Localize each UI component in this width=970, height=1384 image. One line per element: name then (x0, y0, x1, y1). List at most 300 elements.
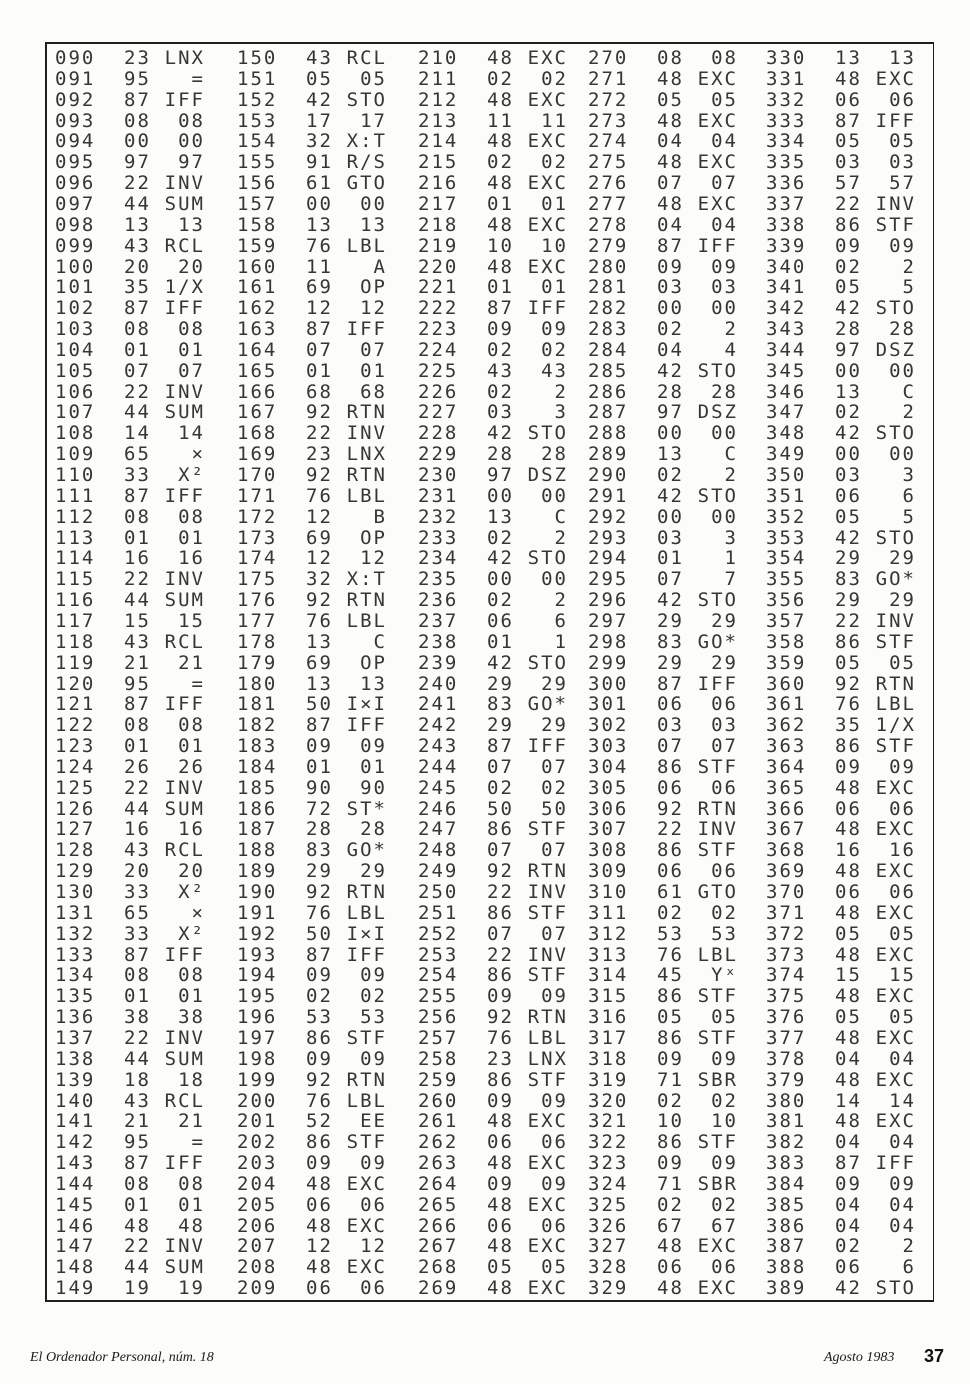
listing-row (237, 111, 397, 132)
program-step: 132 (55, 922, 96, 945)
program-code: 69 (306, 526, 333, 549)
program-step: 374 (766, 964, 807, 987)
program-code: 76 (306, 901, 333, 924)
program-step: 149 (55, 1277, 96, 1300)
program-code: 09 (306, 735, 333, 758)
program-code: 02 (835, 401, 862, 424)
program-step: 173 (237, 526, 278, 549)
program-mnemonic: INV (164, 380, 205, 403)
listing-row (237, 861, 397, 882)
program-mnemonic: LBL (697, 943, 738, 966)
program-mnemonic: 04 (889, 1214, 916, 1237)
listing-row (766, 924, 926, 945)
program-mnemonic: RCL (164, 1089, 205, 1112)
program-step: 165 (237, 359, 278, 382)
program-code: 02 (487, 151, 514, 174)
program-mnemonic: 5 (902, 505, 916, 528)
program-code: 87 (124, 484, 151, 507)
program-mnemonic: 09 (541, 1172, 568, 1195)
program-mnemonic: LNX (346, 443, 387, 466)
program-step: 321 (588, 1110, 629, 1133)
program-step: 231 (418, 484, 459, 507)
program-step: 387 (766, 1235, 807, 1258)
program-mnemonic: LBL (346, 1089, 387, 1112)
program-step: 182 (237, 714, 278, 737)
program-mnemonic: IFF (875, 109, 916, 132)
listing-row (55, 694, 215, 715)
listing-row (766, 1132, 926, 1153)
program-step: 120 (55, 672, 96, 695)
listing-row (766, 361, 926, 382)
program-step: 263 (418, 1152, 459, 1175)
listing-row (418, 924, 578, 945)
program-code: 02 (487, 380, 514, 403)
listing-row (237, 1278, 397, 1299)
program-step: 183 (237, 735, 278, 758)
program-step: 366 (766, 797, 807, 820)
program-mnemonic: 01 (360, 755, 387, 778)
program-step: 372 (766, 922, 807, 945)
listing-row (418, 778, 578, 799)
program-code: 01 (124, 1193, 151, 1216)
program-code: 04 (657, 130, 684, 153)
program-step: 347 (766, 401, 807, 424)
program-mnemonic: 09 (360, 1047, 387, 1070)
program-mnemonic: Yˣ (711, 964, 738, 987)
listing-row (766, 1216, 926, 1237)
program-code: 43 (306, 47, 333, 69)
program-step: 190 (237, 881, 278, 903)
program-step: 241 (418, 693, 459, 716)
listing-row (237, 778, 397, 799)
program-mnemonic: STF (346, 1026, 387, 1049)
listing-row (418, 882, 578, 903)
listing-row (237, 257, 397, 278)
program-code: 44 (124, 589, 151, 612)
program-step: 265 (418, 1193, 459, 1216)
program-code: 92 (657, 797, 684, 820)
program-step: 260 (418, 1089, 459, 1112)
program-mnemonic: GO* (697, 630, 738, 653)
program-step: 243 (418, 735, 459, 758)
program-code: 76 (306, 484, 333, 507)
listing-row (588, 298, 748, 319)
program-code: 00 (835, 359, 862, 382)
listing-row (55, 548, 215, 569)
program-code: 02 (487, 776, 514, 799)
listing-row (766, 173, 926, 194)
program-code: 13 (487, 505, 514, 528)
program-mnemonic: EXC (346, 1214, 387, 1237)
listing-row (588, 945, 748, 966)
program-mnemonic: INV (697, 818, 738, 841)
program-mnemonic: 08 (178, 964, 205, 987)
program-mnemonic: 06 (889, 797, 916, 820)
program-step: 284 (588, 338, 629, 361)
listing-row (237, 277, 397, 298)
program-step: 160 (237, 255, 278, 278)
program-code: 09 (835, 234, 862, 257)
program-mnemonic: 1/X (164, 276, 205, 299)
listing-row (418, 423, 578, 444)
listing-row (588, 194, 748, 215)
program-mnemonic: 57 (889, 172, 916, 195)
listing-row (418, 215, 578, 236)
program-mnemonic: 05 (889, 922, 916, 945)
listing-row (766, 632, 926, 653)
program-step: 235 (418, 568, 459, 591)
program-step: 292 (588, 505, 629, 528)
program-code: 87 (487, 297, 514, 320)
listing-row (237, 319, 397, 340)
program-mnemonic: 02 (711, 1193, 738, 1216)
program-code: 09 (306, 1047, 333, 1070)
program-mnemonic: 00 (178, 130, 205, 153)
listing-row (237, 1257, 397, 1278)
listing-row (55, 674, 215, 695)
program-code: 48 (835, 985, 862, 1008)
program-mnemonic: X:T (346, 568, 387, 591)
program-mnemonic: 12 (360, 1235, 387, 1258)
program-code: 91 (306, 151, 333, 174)
program-step: 181 (237, 693, 278, 716)
listing-row (766, 903, 926, 924)
listing-row (237, 986, 397, 1007)
program-step: 298 (588, 630, 629, 653)
program-mnemonic: 48 (178, 1214, 205, 1237)
program-step: 276 (588, 172, 629, 195)
program-mnemonic: 07 (711, 172, 738, 195)
program-step: 336 (766, 172, 807, 195)
listing-row (588, 611, 748, 632)
program-mnemonic: C (554, 505, 568, 528)
program-step: 361 (766, 693, 807, 716)
listing-row (237, 486, 397, 507)
program-mnemonic: 05 (711, 1006, 738, 1029)
program-code: 18 (124, 1068, 151, 1091)
listing-row (588, 277, 748, 298)
listing-row (588, 1111, 748, 1132)
program-code: 48 (487, 1110, 514, 1133)
program-mnemonic: LNX (527, 1047, 568, 1070)
listing-row (418, 465, 578, 486)
listing-row (588, 1278, 748, 1299)
program-mnemonic: IFF (346, 714, 387, 737)
program-mnemonic: STF (527, 901, 568, 924)
listing-row (237, 402, 397, 423)
program-mnemonic: 68 (360, 380, 387, 403)
listing-row (766, 111, 926, 132)
program-step: 294 (588, 547, 629, 570)
program-mnemonic: 01 (178, 985, 205, 1008)
program-step: 264 (418, 1172, 459, 1195)
program-step: 168 (237, 422, 278, 445)
listing-row (55, 590, 215, 611)
program-mnemonic: RCL (346, 47, 387, 69)
program-mnemonic: 08 (178, 318, 205, 341)
program-code: 86 (657, 1026, 684, 1049)
listing-row (237, 611, 397, 632)
listing-row (588, 152, 748, 173)
program-step: 122 (55, 714, 96, 737)
listing-row (766, 1195, 926, 1216)
program-step: 300 (588, 672, 629, 695)
program-code: 17 (306, 109, 333, 132)
program-mnemonic: SUM (164, 1047, 205, 1070)
program-code: 48 (487, 47, 514, 69)
program-code: 92 (487, 1006, 514, 1029)
listing-row (588, 965, 748, 986)
program-mnemonic: 16 (889, 839, 916, 862)
program-code: 06 (487, 1131, 514, 1154)
program-code: 72 (306, 797, 333, 820)
program-code: 01 (487, 630, 514, 653)
program-mnemonic: 07 (711, 735, 738, 758)
listing-row (766, 423, 926, 444)
program-code: 07 (487, 922, 514, 945)
program-step: 254 (418, 964, 459, 987)
program-step: 195 (237, 985, 278, 1008)
listing-row (588, 1091, 748, 1112)
program-code: 22 (835, 609, 862, 632)
program-mnemonic: IFF (527, 735, 568, 758)
listing-row (55, 924, 215, 945)
listing-row (55, 152, 215, 173)
program-mnemonic: 2 (902, 1235, 916, 1258)
program-code: 00 (306, 192, 333, 215)
program-code: 22 (306, 422, 333, 445)
program-mnemonic: STF (527, 818, 568, 841)
program-mnemonic: 18 (178, 1068, 205, 1091)
program-mnemonic: 28 (360, 818, 387, 841)
program-step: 184 (237, 755, 278, 778)
listing-row (237, 1049, 397, 1070)
program-step: 370 (766, 881, 807, 903)
listing-row (766, 548, 926, 569)
listing-row (588, 799, 748, 820)
program-code: 09 (306, 1152, 333, 1175)
listing-row (237, 903, 397, 924)
program-mnemonic: 97 (178, 151, 205, 174)
program-step: 290 (588, 464, 629, 486)
listing-row (766, 1091, 926, 1112)
program-step: 185 (237, 776, 278, 799)
program-code: 43 (124, 1089, 151, 1112)
listing-row (766, 882, 926, 903)
program-step: 329 (588, 1277, 629, 1300)
program-step: 193 (237, 943, 278, 966)
program-step: 340 (766, 255, 807, 278)
program-code: 32 (306, 130, 333, 153)
program-step: 271 (588, 67, 629, 90)
listing-row (237, 1111, 397, 1132)
program-step: 256 (418, 1006, 459, 1029)
listing-row (55, 1278, 215, 1299)
program-code: 06 (657, 1256, 684, 1279)
program-code: 05 (835, 505, 862, 528)
listing-row (766, 528, 926, 549)
program-step: 201 (237, 1110, 278, 1133)
listing-row (588, 986, 748, 1007)
program-step: 259 (418, 1068, 459, 1091)
program-mnemonic: SBR (697, 1172, 738, 1195)
program-code: 01 (124, 526, 151, 549)
program-mnemonic: 00 (711, 422, 738, 445)
program-step: 262 (418, 1131, 459, 1154)
listing-row (588, 69, 748, 90)
listing-row (418, 90, 578, 111)
program-code: 83 (487, 693, 514, 716)
listing-row (237, 48, 397, 69)
program-code: 06 (487, 609, 514, 632)
program-code: 02 (487, 526, 514, 549)
program-step: 139 (55, 1068, 96, 1091)
program-mnemonic: RTN (875, 672, 916, 695)
listing-row (237, 1091, 397, 1112)
program-code: 13 (306, 672, 333, 695)
program-code: 44 (124, 401, 151, 424)
program-step: 234 (418, 547, 459, 570)
program-step: 093 (55, 109, 96, 132)
listing-row (55, 799, 215, 820)
listing-row (588, 778, 748, 799)
program-mnemonic: EXC (527, 1193, 568, 1216)
program-code: 48 (487, 1235, 514, 1258)
program-mnemonic: 20 (178, 860, 205, 883)
program-mnemonic: 08 (178, 1172, 205, 1195)
listing-row (418, 444, 578, 465)
listing-row (766, 69, 926, 90)
program-code: 76 (306, 234, 333, 257)
program-code: 22 (124, 776, 151, 799)
program-step: 096 (55, 172, 96, 195)
program-code: 42 (487, 651, 514, 674)
program-mnemonic: 00 (711, 505, 738, 528)
program-code: 00 (657, 297, 684, 320)
program-step: 293 (588, 526, 629, 549)
program-step: 311 (588, 901, 629, 924)
program-code: 61 (306, 172, 333, 195)
program-code: 67 (657, 1214, 684, 1237)
program-step: 194 (237, 964, 278, 987)
program-mnemonic: EXC (527, 1277, 568, 1300)
program-code: 09 (487, 1089, 514, 1112)
program-code: 05 (306, 67, 333, 90)
program-mnemonic: 05 (889, 1006, 916, 1029)
program-mnemonic: 16 (178, 818, 205, 841)
program-step: 224 (418, 338, 459, 361)
program-step: 163 (237, 318, 278, 341)
program-mnemonic: STO (875, 297, 916, 320)
program-step: 359 (766, 651, 807, 674)
listing-row (418, 69, 578, 90)
program-mnemonic: STO (697, 589, 738, 612)
program-step: 197 (237, 1026, 278, 1049)
program-code: 48 (124, 1214, 151, 1237)
program-mnemonic: STO (697, 484, 738, 507)
program-mnemonic: 06 (360, 1277, 387, 1300)
listing-row (55, 1236, 215, 1257)
program-code: 04 (835, 1131, 862, 1154)
program-code: 86 (657, 755, 684, 778)
program-code: 48 (657, 67, 684, 90)
program-step: 251 (418, 901, 459, 924)
program-mnemonic: 38 (178, 1006, 205, 1029)
program-code: 01 (487, 192, 514, 215)
program-step: 296 (588, 589, 629, 612)
program-mnemonic: 14 (889, 1089, 916, 1112)
program-step: 221 (418, 276, 459, 299)
program-code: 29 (657, 609, 684, 632)
program-code: 87 (835, 109, 862, 132)
listing-row (55, 298, 215, 319)
program-code: 57 (835, 172, 862, 195)
program-code: 14 (835, 1089, 862, 1112)
listing-row (766, 757, 926, 778)
program-code: 23 (487, 1047, 514, 1070)
program-mnemonic: I×I (346, 922, 387, 945)
listing-row (766, 486, 926, 507)
program-mnemonic: RCL (164, 630, 205, 653)
program-step: 207 (237, 1235, 278, 1258)
program-code: 95 (124, 1131, 151, 1154)
listing-row (55, 840, 215, 861)
program-mnemonic: 29 (711, 651, 738, 674)
program-code: 09 (835, 755, 862, 778)
program-mnemonic: LBL (875, 693, 916, 716)
program-step: 230 (418, 464, 459, 486)
program-code: 01 (306, 359, 333, 382)
program-step: 331 (766, 67, 807, 90)
listing-row (237, 590, 397, 611)
program-mnemonic: 09 (889, 1172, 916, 1195)
listing-row (237, 840, 397, 861)
program-mnemonic: 09 (711, 255, 738, 278)
program-code: 02 (657, 901, 684, 924)
program-step: 125 (55, 776, 96, 799)
program-code: 03 (835, 464, 862, 486)
program-code: 28 (657, 380, 684, 403)
program-mnemonic: OP (360, 651, 387, 674)
program-step: 245 (418, 776, 459, 799)
program-step: 164 (237, 338, 278, 361)
listing-row (588, 694, 748, 715)
listing-row (55, 90, 215, 111)
program-step: 161 (237, 276, 278, 299)
program-step: 355 (766, 568, 807, 591)
program-code: 05 (835, 276, 862, 299)
program-code: 09 (487, 985, 514, 1008)
program-mnemonic: 06 (711, 1256, 738, 1279)
listing-row (418, 402, 578, 423)
program-step: 225 (418, 359, 459, 382)
program-mnemonic: GTO (346, 172, 387, 195)
listing-row (418, 590, 578, 611)
program-step: 121 (55, 693, 96, 716)
program-mnemonic: IFF (346, 943, 387, 966)
program-mnemonic: 29 (541, 714, 568, 737)
listing-row (55, 402, 215, 423)
program-step: 299 (588, 651, 629, 674)
listing-row (418, 1174, 578, 1195)
listing-row (588, 486, 748, 507)
program-mnemonic: 12 (360, 547, 387, 570)
program-step: 273 (588, 109, 629, 132)
listing-row (55, 1070, 215, 1091)
program-code: 01 (124, 338, 151, 361)
program-code: 13 (306, 630, 333, 653)
program-mnemonic: EXC (875, 776, 916, 799)
